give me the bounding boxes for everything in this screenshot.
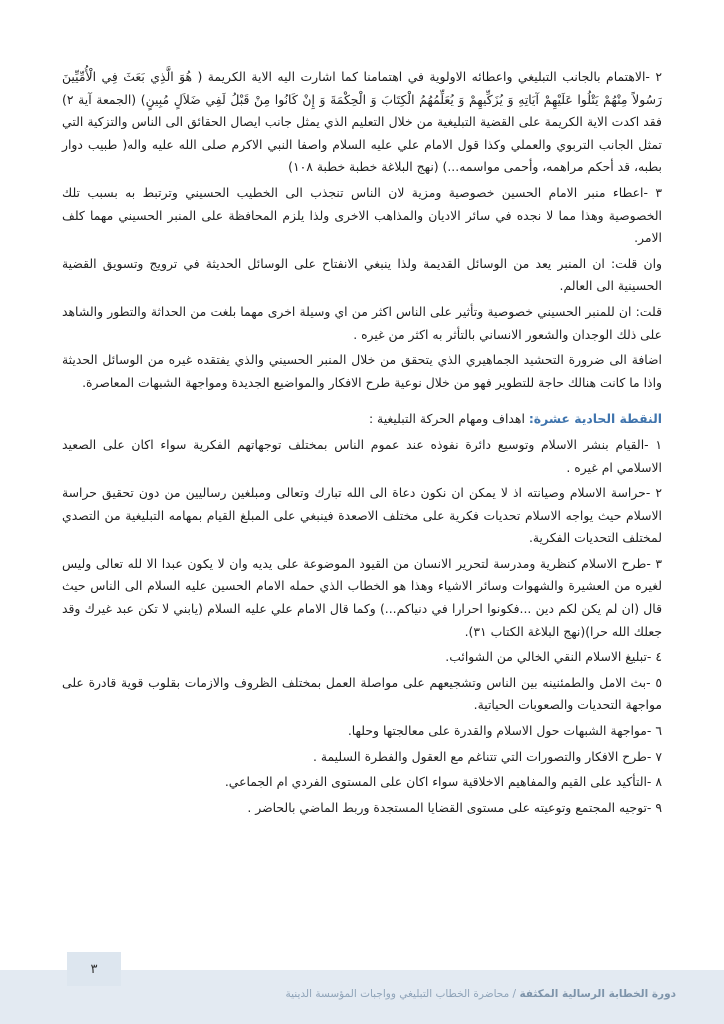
page-number: ٣ <box>67 952 121 986</box>
list-item: ٨ -التأكيد على القيم والمفاهيم الاخلاقية سواء اكان على المستوى الفردي ام الجماعي. <box>224 774 662 790</box>
list-item: ٤ -تبليغ الاسلام النقي الخالي من الشوائب. <box>445 649 662 665</box>
list-item: ٩ -توجيه المجتمع وتوعيته على مستوى القضايا المستجدة وربط الماضي بالحاضر . <box>247 799 662 815</box>
list-item: ١ -القيام بنشر الاسلام وتوسيع دائرة نفوذه عند عموم الناس بمختلف توجهاتهم الفكرية سواء اكان على الصعيد الاسلامي ام غيره . <box>62 436 662 475</box>
paragraph-reply: قلت: ان للمنبر الحسيني خصوصية وتأثير على الناس اكثر من اي وسيلة اخرى مهما بلغت من الحداثة والتطور والشاهد على ذلك الوجدان والشعور الانساني بالتأثر به اكثر من غيره . <box>62 303 662 342</box>
list-item: ٣ -طرح الاسلام كنظرية ومدرسة لتحرير الانسان من القيود الموضوعة على يديه وان لا يكون عبدا الا لله تعالى وليس لغيره من العشيرة والشهوات وسائر الاشياء وهذا هو الخطاب الذي حمله الامام الحسين عليه السلام الى الناس حيث قال (ان لم يكن لكم دين ...فكونوا احرارا في دنياكم...) وكما قال الامام علي عليه السلام (يابني لا تكن عبد غيرك وقد جعلك الله حرا)(نهج البلاغة الكتاب ٣١). <box>62 555 662 639</box>
list-item: ٥ -بث الامل والطمئنينه بين الناس وتشجيعهم على مواصلة العمل بمختلف الظروف والازمات بقلوب قوية قادرة على مواجهة التحديات والصعوبات الحياتية. <box>62 674 662 713</box>
document-body <box>62 66 662 822</box>
footer-lecture-title: محاضرة الخطاب التبليغي وواجبات المؤسسة الدينية <box>285 988 510 1000</box>
section-heading-line <box>62 408 662 431</box>
footer-text <box>285 988 676 1000</box>
footer-course-title: دورة الخطابة الرسالية المكثفة <box>519 988 676 1000</box>
paragraph-point-3: ٣ -اعطاء منبر الامام الحسين خصوصية ومزية لان الناس تنجذب الى الخطيب الحسيني وترتبط به بسبب تلك الخصوصية وهذا مما لا نجده في سائر الاديان والمذاهب الاخرى ولذا يلزم المحافظة على المنبر الحسيني مهما كلف الامر. <box>62 184 662 246</box>
section-heading: النقطة الحادية عشرة: <box>528 411 662 427</box>
paragraph-point-2: ٢ -الاهتمام بالجانب التبليغي واعطائه الاولوية في اهتمامنا كما اشارت اليه الاية الكريمة ( هُوَ الَّذِي بَعَثَ فِي الْأُمِّيِّينَ رَسُولاً مِنْهُمْ يَتْلُوا عَلَيْهِمْ آيَاتِهِ وَ يُزَكِّيهِمْ وَ يُعَلِّمُهُمُ الْكِتَابَ وَ الْحِكْمَةَ وَ إِنْ كَانُوا مِنْ قَبْلُ لَفِي ضَلاَلٍ مُبِينٍ) (الجمعة آية ٢) فقد اكدت الاية الكريمة على القضية التبليغية من خلال التعليم الذي يمثل جانب ايصال الحقائق الى الناس والتزكية التي تمثل الجانب التربوي والعملي وكذا قول الامام علي عليه السلام واصفا النبي الاكرم صلى الله عليه واله( طبيب دوار بطبه، قد أحكم مراهمه، وأحمى مواسمه...) (نهج البلاغة خطبة خطبة ١٠٨) <box>62 69 662 175</box>
list-item: ٦ -مواجهة الشبهات حول الاسلام والقدرة على معالجتها وحلها. <box>347 723 662 739</box>
list-item: ٢ -حراسة الاسلام وصيانته اذ لا يمكن ان نكون دعاة الى الله تبارك وتعالى ومبلغين رساليين من دون تحقيق حراسة الاسلام حيث يواجه الاسلام تحديات فكرية على مختلف الاصعدة فينبغي على المبلغ القيام بمهامه التبليغية من التصدي لمختلف التحديات الفكرية. <box>62 485 662 546</box>
footer-separator: / <box>509 988 520 1000</box>
paragraph-objection: وان قلت: ان المنبر يعد من الوسائل القديمة ولذا ينبغي الانفتاح على الوسائل الحديثة في ترويج وتسويق القضية الحسينية الى العالم. <box>62 255 662 294</box>
section-heading-rest: اهداف ومهام الحركة التبليغية : <box>368 411 529 427</box>
paragraph-addition: اضافة الى ضرورة التحشيد الجماهيري الذي يتحقق من خلال المنبر الحسيني والذي يفتقده غيره من الوسائل الحديثة واذا ما كانت هنالك حاجة للتطوير فهو من خلال نوعية طرح الافكار والمواضيع الجديدة ومواجهة الشبهات المعاصرة. <box>62 352 662 390</box>
list-item: ٧ -طرح الافكار والتصورات التي تتناغم مع العقول والفطرة السليمة . <box>312 748 662 764</box>
